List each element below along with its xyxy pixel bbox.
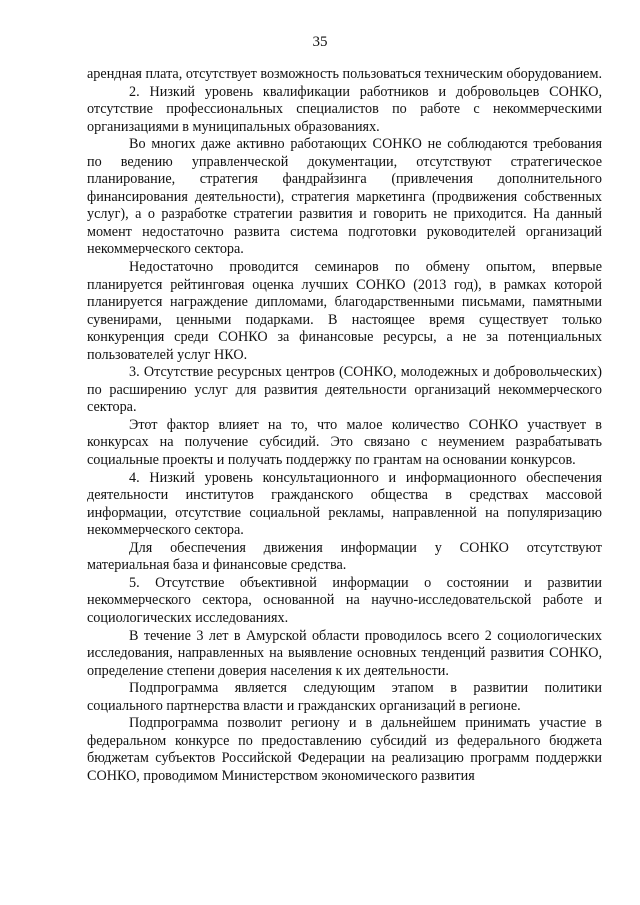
paragraph-item-3: 3. Отсутствие ресурсных центров (СОНКО, молодежных и добровольческих) по расширению услуг для развития деятельности организаций некоммерческого сектора. bbox=[87, 364, 602, 416]
paragraph: Во многих даже активно работающих СОНКО не соблюдаются требования по ведению управленческой документации, отсутствуют стратегическое планирование, стратегия фандрайзинга (привлечения дополнительного финансирования деятельности), стратегия маркетинга (продвижения собственных услуг), а о разработке стратегии развития и говорить не приходится. На данный момент недостаточно развита система подготовки руководителей организаций некоммерческого сектора. bbox=[87, 136, 602, 258]
paragraph: Этот фактор влияет на то, что малое количество СОНКО участвует в конкурсах на получение субсидий. Это связано с неумением разрабатывать социальные проекты и получать поддержку по грантам на основании конкурсов. bbox=[87, 416, 602, 469]
paragraph-continuation: арендная плата, отсутствует возможность пользоваться техническим оборудованием. bbox=[87, 66, 602, 82]
paragraph: Недостаточно проводится семинаров по обмену опытом, впервые планируется рейтинговая оценка лучших СОНКО (2013 год), в рамках которой планируется награждение дипломами, благодарственными письмами, памятными сувенирами, ценными подарками. В настоящее время существует только конкуренция среди СОНКО за финансовые ресурсы, а не за потенциальных пользователей услуг НКО. bbox=[87, 259, 602, 363]
paragraph-item-4: 4. Низкий уровень консультационного и информационного обеспечения деятельности институтов гражданского общества в средствах массовой информации, отсутствие социальной рекламы, направленной на популяризацию некоммерческого сектора. bbox=[87, 469, 602, 539]
paragraph-item-5: 5. Отсутствие объективной информации о состоянии и развитии некоммерческого сектора, основанной на научно-исследовательской работе и социологических исследованиях. bbox=[87, 574, 602, 626]
paragraph-item-2: 2. Низкий уровень квалификации работников и добровольцев СОНКО, отсутствие профессиональных специалистов по работе с некоммерческими организациями в муниципальных образованиях. bbox=[87, 83, 602, 135]
page-number: 35 bbox=[312, 34, 328, 50]
paragraph: Подпрограмма является следующим этапом в развитии политики социального партнерства власти и гражданских организаций в регионе. bbox=[87, 680, 602, 714]
paragraph: В течение 3 лет в Амурской области проводилось всего 2 социологических исследования, направленных на выявление основных тенденций развития СОНКО, определение степени доверия населения к их деятельности. bbox=[87, 627, 602, 679]
paragraph: Для обеспечения движения информации у СОНКО отсутствуют материальная база и финансовые средства. bbox=[87, 539, 602, 574]
document-body bbox=[87, 66, 602, 785]
paragraph: Подпрограмма позволит региону и в дальнейшем принимать участие в федеральном конкурсе по предоставлению субсидий из федерального бюджета бюджетам субъектов Российской Федерации на реализацию программ поддержки СОНКО, проводимом Министерством экономического развития bbox=[87, 715, 602, 784]
